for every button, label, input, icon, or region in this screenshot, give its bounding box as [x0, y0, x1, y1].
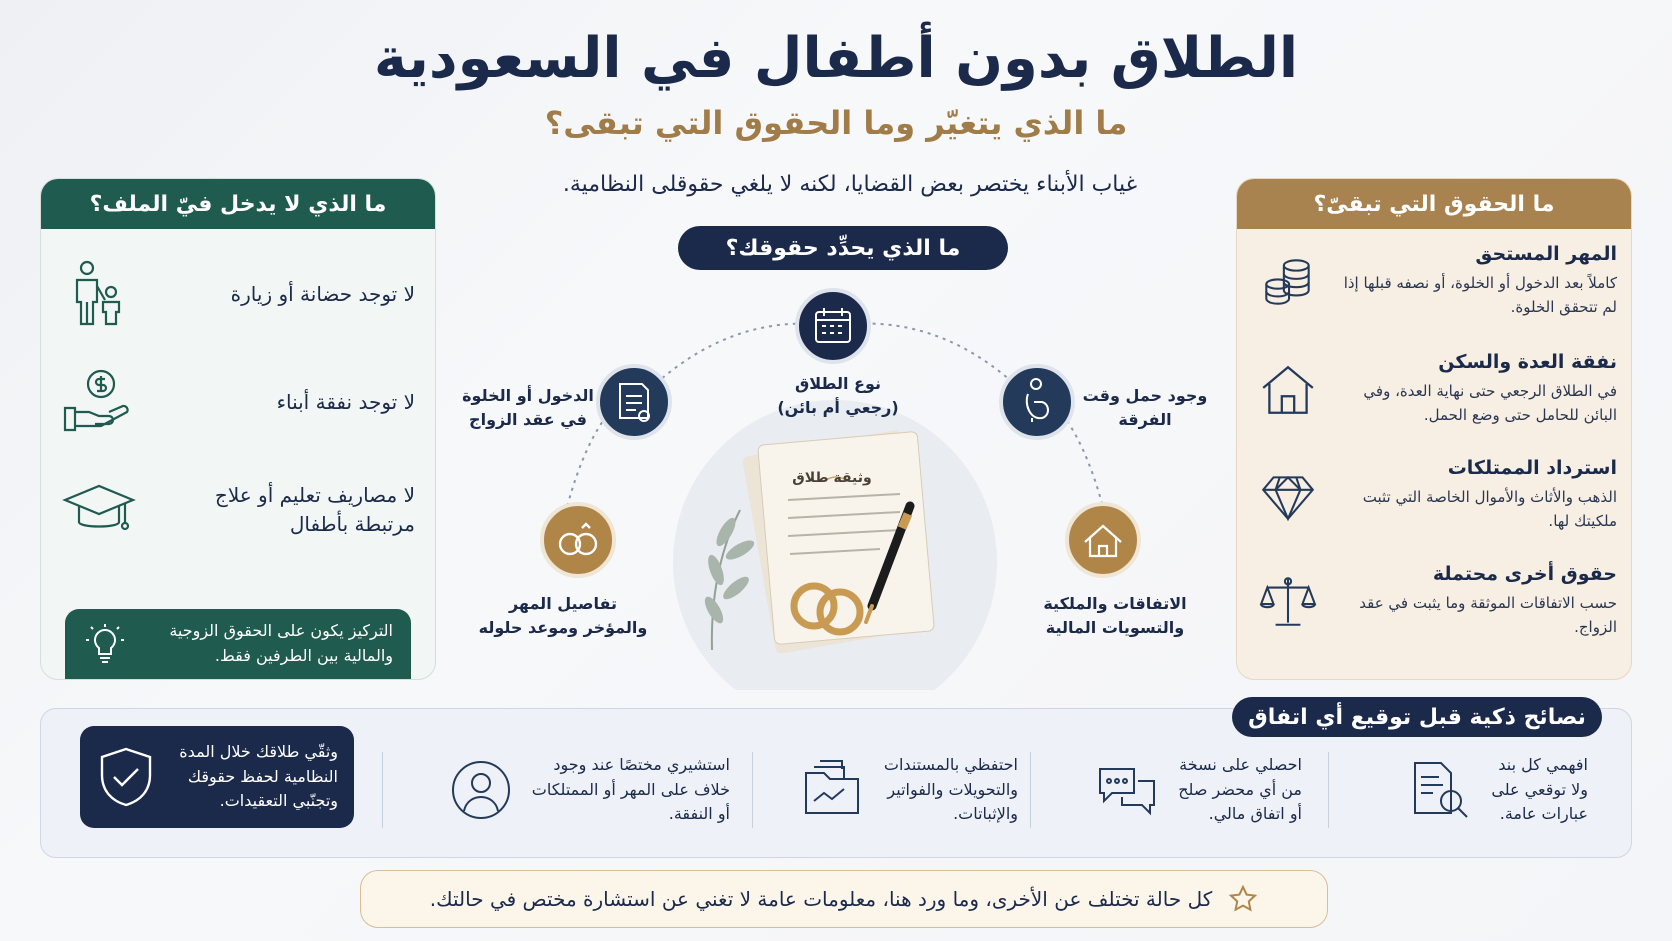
tip-text: احصلي على نسخة من أي محضر صلح أو اتفاق مالي. [1178, 754, 1302, 824]
person-icon [448, 757, 514, 823]
lightbulb-icon [83, 622, 127, 666]
right-item-desc: كاملاً بعد الدخول أو الخلوة، أو نصفه قبلها إذا لم تتحقق الخلوة. [1343, 274, 1617, 316]
remaining-rights-title: ما الحقوق التي تبقىّ؟ [1237, 179, 1631, 229]
disclaimer-text: كل حالة تختلف عن الأخرى، وما ورد هنا، معلومات عامة لا تغني عن استشارة مختص في حالتك. [429, 887, 1213, 911]
folder-icon [800, 757, 866, 823]
tip-text: افهمي كل بند ولا توقعي على عبارات عامة. [1491, 754, 1588, 824]
tip-item [440, 748, 730, 832]
left-item-text: لا مصاريف تعليم أو علاج مرتبطة بأطفال [214, 483, 415, 536]
left-item-text: لا توجد حضانة أو زيارة [230, 281, 415, 306]
scales-icon [1257, 571, 1319, 633]
node-label-divorce-type: نوع الطلاق (رجعي أم بائن) [777, 374, 899, 417]
node-label-agreements: الاتفاقات والملكية والتسويات المالية [1043, 594, 1187, 637]
left-item [61, 357, 415, 447]
node-label-dowry: تفاصيل المهر والمؤخر وموعد حلوله [478, 594, 648, 637]
tip-item [1382, 748, 1588, 832]
chat-bubbles-icon [1094, 757, 1160, 823]
right-item-head: حقوق أخرى محتملة [1432, 563, 1617, 585]
tip-separator [1030, 752, 1031, 828]
node-divorce-type [797, 290, 869, 362]
home-icon [1257, 359, 1319, 421]
right-item-desc: حسب الاتفاقات الموثقة وما يثبت في عقد الزواج. [1359, 594, 1617, 636]
right-item-desc: الذهب والأثاث والأموال الخاصة التي تثبت ملكيتك لها. [1362, 488, 1617, 530]
intro-text: غياب الأبناء يختصر بعض القضايا، لكنه لا يلغي حقوقلى النظامية. [562, 172, 1138, 197]
tips-title: نصائح ذكية قبل توقيع أي اتفاق [1232, 697, 1602, 737]
diamond-icon [1257, 465, 1319, 527]
tip-separator [1328, 752, 1329, 828]
disclaimer-banner [360, 870, 1328, 928]
right-item-head: استرداد الممتلكات [1447, 457, 1617, 479]
page-title: الطلاق بدون أطفال في السعودية [373, 26, 1299, 91]
node-label-pregnancy: وجود حمل وقت الفرقة [1082, 386, 1208, 429]
excluded-items-card [40, 178, 436, 680]
right-item [1257, 351, 1617, 427]
node-agreements [1067, 504, 1139, 576]
page-subtitle: ما الذي يتغيّر وما الحقوق التي تبقى؟ [544, 104, 1128, 142]
tip-separator [382, 752, 383, 828]
determinants-title: ما الذي يحدِّد حقوقك؟ [678, 226, 1008, 270]
document-label: وثيقة طلاق [792, 470, 872, 486]
right-item-head: نفقة العدة والسكن [1438, 351, 1617, 373]
shield-check-icon [96, 745, 156, 809]
excluded-items-title: ما الذي لا يدخل فيّ الملف؟ [41, 179, 435, 229]
left-item-text: لا توجد نفقة أبناء [276, 389, 415, 414]
documentation-callout-text: وثقّي طلاقك خلال المدة النظامية لحفظ حقوقك وتجنّبي التعقيدات. [179, 741, 338, 811]
node-label-consummation: الدخول أو الخلوة في عقد الزواج [462, 386, 594, 429]
tip-separator [752, 752, 753, 828]
right-item [1257, 243, 1617, 319]
node-pregnancy [1001, 366, 1073, 438]
tip-text: احتفظي بالمستندات والتحويلات والفواتير والإثباتات. [883, 754, 1018, 824]
left-item [61, 465, 415, 555]
node-consummation [598, 366, 670, 438]
right-item-desc: في الطلاق الرجعي حتى نهاية العدة، وفي البائن للحامل حتى وضع الحمل. [1363, 382, 1617, 424]
right-item-head: المهر المستحق [1475, 243, 1617, 265]
coins-icon [1257, 251, 1319, 313]
star-icon [1228, 884, 1258, 914]
parent-child-icon [61, 256, 137, 332]
tip-text: استشيري مختصًا عند وجود خلاف على المهر أو الممتلكات أو النفقة. [531, 754, 730, 824]
left-item [61, 249, 415, 339]
documentation-callout [80, 726, 354, 828]
node-dowry [542, 504, 614, 576]
right-item [1257, 457, 1617, 533]
focus-note-text: التركيز يكون على الحقوق الزوجية والمالية بين الطرفين فقط. [169, 621, 393, 665]
tip-item [786, 748, 1018, 832]
divorce-document-illustration [742, 430, 935, 655]
remaining-rights-card [1236, 178, 1632, 680]
document-search-icon [1407, 757, 1473, 823]
focus-note [65, 609, 411, 679]
hand-money-icon [61, 364, 137, 440]
tip-item [1058, 748, 1302, 832]
graduation-cap-icon [61, 472, 137, 548]
right-item [1257, 563, 1617, 639]
